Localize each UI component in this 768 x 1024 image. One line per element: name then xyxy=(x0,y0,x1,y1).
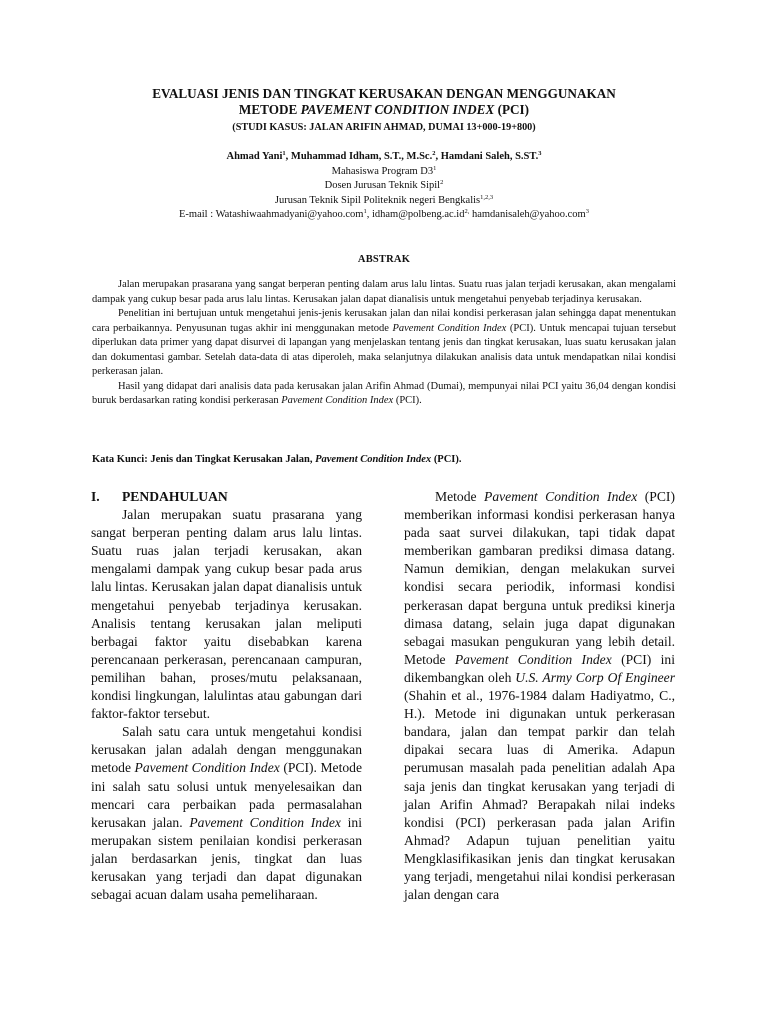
author-1: Ahmad Yani xyxy=(226,151,283,162)
section-heading xyxy=(91,488,362,506)
email-2-sup: 2, xyxy=(464,208,470,215)
affiliation-2-text: Dosen Jurusan Teknik Sipil xyxy=(324,180,441,191)
affiliation-3-sup: 1,2,3 xyxy=(480,193,494,201)
title-line-2 xyxy=(80,102,688,118)
left-paragraph-2 xyxy=(91,723,362,904)
right-p1-text-c: (PCI) ini dikembangkan oleh xyxy=(404,651,675,685)
affiliation-2 xyxy=(60,179,708,194)
abstract-p3-italic: Pavement Condition Index xyxy=(281,395,394,406)
author-2: , Muhammad Idham, S.T., M.Sc. xyxy=(285,151,433,162)
section-number: I. xyxy=(91,489,100,504)
affiliation-3-text: Jurusan Teknik Sipil Politeknik negeri Bengkalis xyxy=(274,194,481,206)
keywords-suffix: (PCI). xyxy=(431,454,462,465)
affiliation-2-sup: 2 xyxy=(440,179,444,186)
left-p2-text-c: ini merupakan sistem penilaian kondisi perkerasan jalan berdasarkan jenis, tingkat dan luas kerusakan yang terjadi dan dapat digunakan sebagai acuan dalam usaha pemeliharaan. xyxy=(91,814,362,903)
left-column xyxy=(91,488,362,904)
email-2: , idham@polbeng.ac.id xyxy=(366,209,465,220)
right-p1-text-b: (PCI) memberikan informasi kondisi perkerasan hanya pada saat survei dilakukan, tapi tidak dapat memberikan gambaran prediksi dimasa datang. Namun demikian, dengan melakukan survei kondisi secara periodik, informasi kondisi perkerasan dapat berguna untuk prediksi kinerja dimasa datang, selain juga dapat digunakan sebagai masukan pengukuran yang lebih detail. Metode xyxy=(404,489,675,667)
abstract-p3-text-a: Hasil yang didapat dari analisis data pada kerusakan jalan Arifin Ahmad (Dumai), mempunyai nilai PCI yaitu 36,04 dengan kondisi buruk berdasarkan rating kondisi perkerasan xyxy=(92,380,676,406)
email-3: hamdanisaleh@yahoo.com xyxy=(469,209,586,220)
right-p1-italic-2: Pavement Condition Index xyxy=(454,651,612,667)
email-1: E-mail : Watashiwaahmadyani@yahoo.com xyxy=(179,209,364,220)
title-italic: PAVEMENT CONDITION INDEX xyxy=(300,102,495,117)
paper-subtitle: (STUDI KASUS: JALAN ARIFIN AHMAD, DUMAI 13+000-19+800) xyxy=(232,122,536,133)
author-block xyxy=(60,150,708,223)
title-line-1: EVALUASI JENIS DAN TINGKAT KERUSAKAN DENGAN MENGGUNAKAN xyxy=(152,86,616,101)
right-paragraph-1 xyxy=(404,488,675,904)
right-p1-italic-3: U.S. Army Corp Of Engineer xyxy=(515,669,675,685)
abstract-heading: ABSTRAK xyxy=(357,254,411,265)
author-3-sup: 3 xyxy=(538,150,542,157)
abstract-p2-italic: Pavement Condition Index xyxy=(392,322,507,334)
paper-title xyxy=(80,86,688,118)
author-2-sup: 2 xyxy=(432,150,436,157)
left-p2-italic-2: Pavement Condition Index xyxy=(189,814,341,830)
abstract-p2-text-b: (PCI). Untuk mencapai tujuan tersebut diperlukan data primer yang dapat disurvei di lapangan yang menjelaskan tentang jenis dan tingkat kerusakan, luas suatu kerusakan jalan dan dokumentasi gambar. Setelah data-data di atas diperoleh, maka selanjutnya dilakukan analisis data untuk mendapatkan nilai kondisi perkerasan jalan. xyxy=(92,322,677,377)
keywords-italic: Pavement Condition Index xyxy=(315,454,432,465)
left-p2-text-a: Salah satu cara untuk mengetahui kondisi kerusakan jalan adalah dengan menggunakan metode xyxy=(91,724,362,776)
keywords xyxy=(92,454,676,465)
keywords-prefix: Kata Kunci: Jenis dan Tingkat Kerusakan Jalan, xyxy=(92,454,316,465)
abstract-paragraph-1: Jalan merupakan prasarana yang sangat berperan penting dalam arus lalu lintas. Suatu ruas jalan terjadi kerusakan, akan mengalami dampak yang cukup besar pada arus lalu lintas. Kerusakan jalan dapat dianalisis untuk mengetahui penyebab terjadinya kerusakan. xyxy=(92,279,676,305)
affiliation-1-sup: 1 xyxy=(433,164,437,172)
left-paragraph-1: Jalan merupakan suatu prasarana yang sangat berperan penting dalam arus lalu lintas. Suatu ruas jalan terjadi kerusakan, akan mengalami dampak yang cukup besar pada arus lalu lintas. Kerusakan jalan dapat dianalisis untuk mengetahui penyebab terjadinya kerusakan. Analisis tentang kerusakan jalan meliputi berbagai faktor yaitu disebabkan karena perencanaan perkerasan, perencanaan campuran, pemilihan bahan, proses/mutu pelaksanaan, kondisi lingkungan, lalulintas atau gabungan dari faktor-faktor tersebut. xyxy=(91,507,362,722)
abstract-paragraph-2 xyxy=(92,307,676,380)
affiliation-1-text: Mahasiswa Program D3 xyxy=(331,165,434,177)
right-column xyxy=(404,488,675,904)
left-p2-text-b: (PCI). Metode ini salah satu solusi untuk menyelesaikan dan mencari cara perbaikan pada permasalahan kerusakan jalan. xyxy=(91,760,362,830)
section-title: PENDAHULUAN xyxy=(122,489,228,504)
email-3-sup: 3 xyxy=(585,208,589,215)
author-1-sup: 1 xyxy=(282,150,286,157)
abstract-body xyxy=(92,278,676,409)
right-p1-text-a: Metode xyxy=(435,489,485,504)
abstract-p3-text-b: (PCI). xyxy=(393,395,422,406)
email-line xyxy=(60,208,708,223)
email-1-sup: 1 xyxy=(363,208,367,215)
author-3: , Hamdani Saleh, S.ST. xyxy=(435,151,539,162)
right-p1-text-d: (Shahin et al., 1976-1984 dalam Hadiyatmo, C., H.). Metode ini digunakan untuk perkerasan bandara, jalan dan tempat parkir dan telah dipakai secara luas di Amerika. Adapun perumusan masalah pada penelitian adalah Apa saja jenis dan tingkat kerusakan yang terjadi di jalan Arifin Ahmad? Berapakah nilai indeks kondisi (PCI) perkerasan pada jalan Arifin Ahmad? Adapun tujuan penelitian yaitu Mengklasifikasikan jenis dan tingkat kerusakan yang terjadi, mengetahui nilai kondisi perkerasan jalan dengan cara xyxy=(404,688,675,903)
abstract-paragraph-3 xyxy=(92,380,676,409)
left-p2-italic-1: Pavement Condition Index xyxy=(134,760,280,776)
right-p1-italic-1: Pavement Condition Index xyxy=(484,489,638,504)
affiliation-3 xyxy=(60,194,708,209)
author-names xyxy=(60,150,708,165)
abstract-p2-text-a: Penelitian ini bertujuan untuk mengetahui jenis-jenis kerusakan jalan dan nilai kondisi perkerasan jalan sehingga dapat menentukan cara perbaikannya. Penyusunan tugas akhir ini menggunakan metode xyxy=(92,308,676,334)
affiliation-1 xyxy=(60,165,708,180)
title-prefix: METODE xyxy=(238,102,301,117)
title-suffix: (PCI) xyxy=(494,102,530,117)
